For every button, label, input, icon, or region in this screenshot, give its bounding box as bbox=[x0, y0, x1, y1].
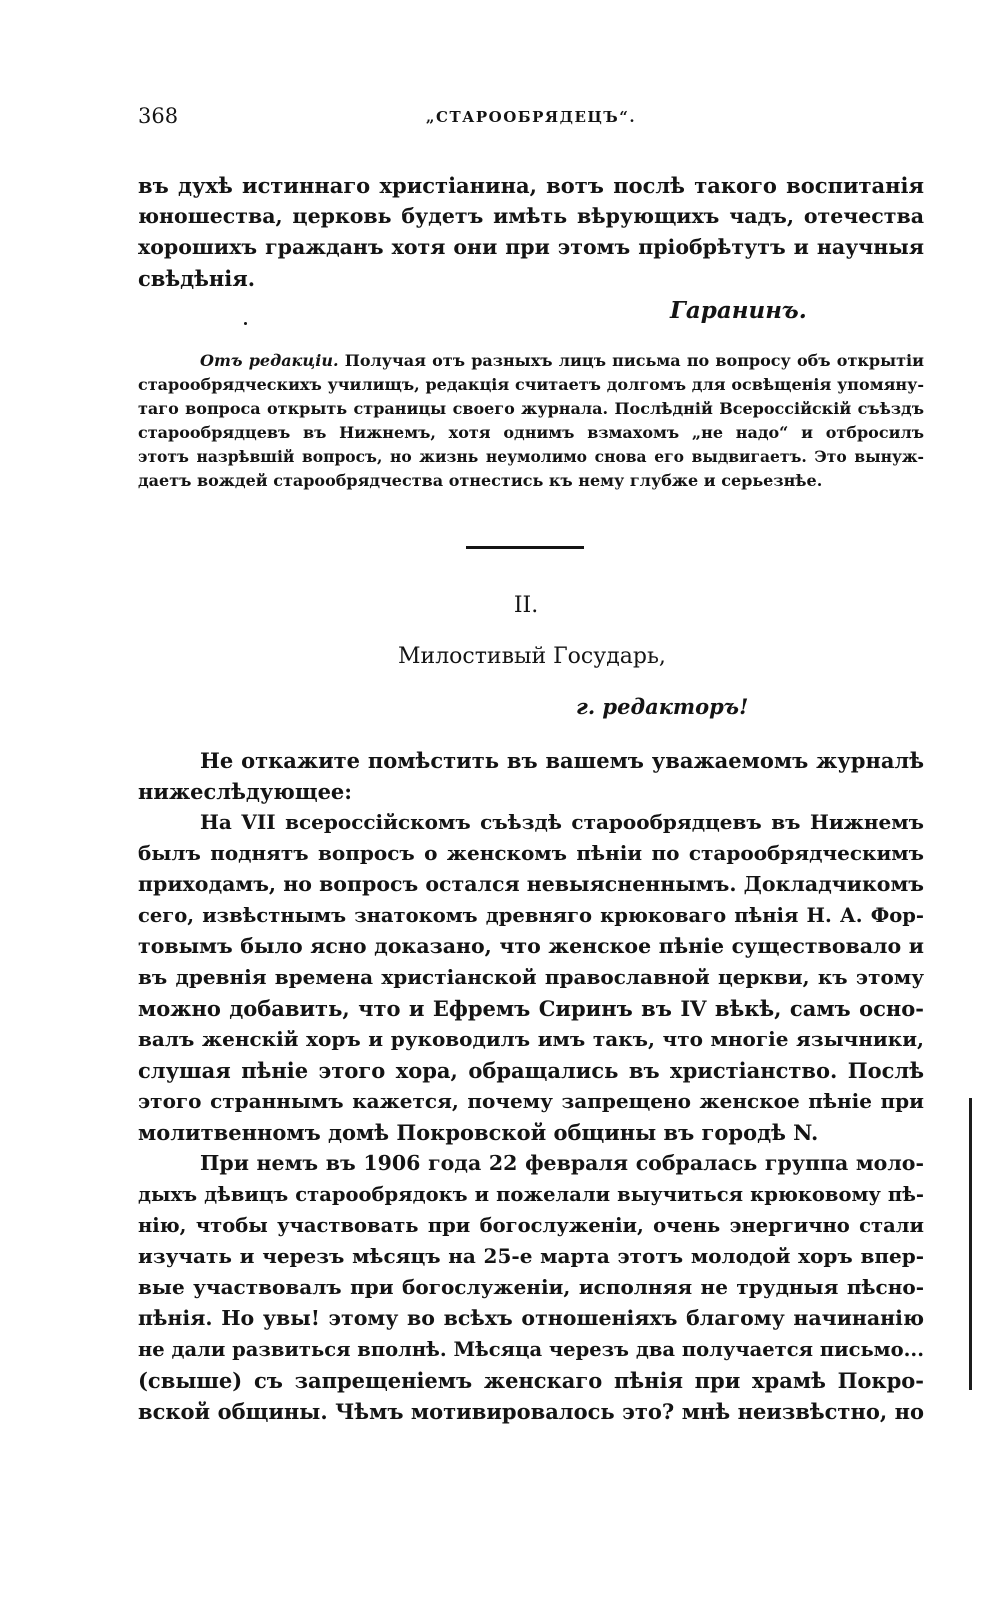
addressee: г. редакторъ! bbox=[576, 694, 749, 719]
text-line: (свыше) съ запрещеніемъ женскаго пѣнія при храмѣ Покро- bbox=[138, 1368, 924, 1393]
text-line: приходамъ, но вопросъ остался невыясненнымъ. Докладчикомъ bbox=[138, 872, 924, 896]
text-line: вской общины. Чѣмъ мотивировалось это? мнѣ неизвѣстно, но bbox=[138, 1399, 924, 1424]
note-label: Отъ редакціи. bbox=[200, 351, 339, 370]
note-first-line bbox=[138, 349, 924, 373]
text-line: нію, чтобы участвовать при богослуженіи, очень энергично стали bbox=[138, 1214, 924, 1237]
text-line: не дали развиться вполнѣ. Мѣсяца черезъ два получается письмо... bbox=[138, 1338, 924, 1361]
text-line: дыхъ дѣвицъ старообрядокъ и пожелали выучиться крюковому пѣ- bbox=[138, 1183, 924, 1206]
note-line: старообрядцевъ въ Нижнемъ, хотя однимъ взмахомъ „не надо“ и отбросилъ bbox=[138, 423, 924, 442]
editor-note bbox=[138, 349, 924, 493]
text-line: въ духѣ истиннаго христіанина, вотъ послѣ такого воспитанія bbox=[138, 173, 924, 198]
journal-title: „СТАРООБРЯДЕЦЪ“. bbox=[425, 108, 637, 126]
text-line: сего, извѣстнымъ знатокомъ древняго крюковаго пѣнія Н. А. Фор- bbox=[138, 904, 924, 927]
note-line: старообрядческихъ училищъ, редакція считаетъ долгомъ для освѣщенія упомяну- bbox=[138, 375, 924, 394]
text-line: слушая пѣніе этого хора, обращались въ христіанство. Послѣ bbox=[138, 1058, 924, 1083]
section-numeral: II. bbox=[513, 593, 539, 618]
scan-edge-line bbox=[969, 1098, 972, 1390]
text-line: нижеслѣдующее: bbox=[138, 779, 353, 804]
letter-body bbox=[138, 745, 924, 1427]
text-line: хорошихъ гражданъ хотя они при этомъ пріобрѣтутъ и научныя bbox=[138, 235, 924, 259]
text-line: былъ поднятъ вопросъ о женскомъ пѣніи по старообрядческимъ bbox=[138, 841, 924, 865]
text-line: юношества, церковь будетъ имѣть вѣрующихъ чадъ, отечества bbox=[138, 204, 924, 228]
author-signature: Гаранинъ. bbox=[670, 297, 807, 324]
text-line: пѣнія. Но увы! этому во всѣхъ отношеніяхъ благому начинанію bbox=[138, 1306, 924, 1330]
text-line: валъ женскій хоръ и руководилъ имъ такъ, что многіе язычники, bbox=[138, 1027, 924, 1051]
page-number: 368 bbox=[138, 104, 179, 128]
text-line: можно добавить, что и Ефремъ Сиринъ въ IV вѣкѣ, самъ осно- bbox=[138, 996, 924, 1021]
note-line: этотъ назрѣвшій вопросъ, но жизнь неумолимо снова его выдвигаетъ. Это вынуж- bbox=[138, 447, 924, 466]
text-line: На VII всероссійскомъ съѣздѣ старообрядцевъ въ Нижнемъ bbox=[200, 810, 924, 834]
text-line: Не откажите помѣстить въ вашемъ уважаемомъ журналѣ bbox=[200, 748, 924, 773]
text-line: При немъ въ 1906 года 22 февраля собралась группа моло- bbox=[200, 1151, 924, 1175]
salutation: Милостивый Государь, bbox=[398, 644, 666, 669]
text-line: изучать и черезъ мѣсяцъ на 25-е марта этотъ молодой хоръ впер- bbox=[138, 1244, 924, 1268]
text-line: товымъ было ясно доказано, что женское пѣніе существовало и bbox=[138, 934, 924, 958]
print-dot bbox=[244, 322, 247, 325]
opening-paragraph bbox=[138, 170, 924, 294]
text-line: вые участвовалъ при богослуженіи, исполняя не трудныя пѣсно- bbox=[138, 1275, 924, 1299]
text-line: въ древнія времена христіанской православной церкви, къ этому bbox=[138, 965, 924, 989]
section-divider bbox=[466, 546, 584, 549]
text-line: молитвенномъ домѣ Покровской общины въ городѣ N. bbox=[138, 1120, 819, 1145]
note-first-line-text: Получая отъ разныхъ лицъ письма по вопросу объ открытіи bbox=[344, 351, 924, 370]
text-line: свѣдѣнія. bbox=[138, 266, 256, 291]
note-line: таго вопроса открыть страницы своего журнала. Послѣдній Всероссійскій съѣздъ bbox=[138, 399, 924, 418]
note-line: даетъ вождей старообрядчества отнестись къ нему глубже и серьезнѣе. bbox=[138, 471, 823, 490]
text-line: этого страннымъ кажется, почему запрещено женское пѣніе при bbox=[138, 1089, 924, 1113]
running-header bbox=[138, 104, 924, 134]
